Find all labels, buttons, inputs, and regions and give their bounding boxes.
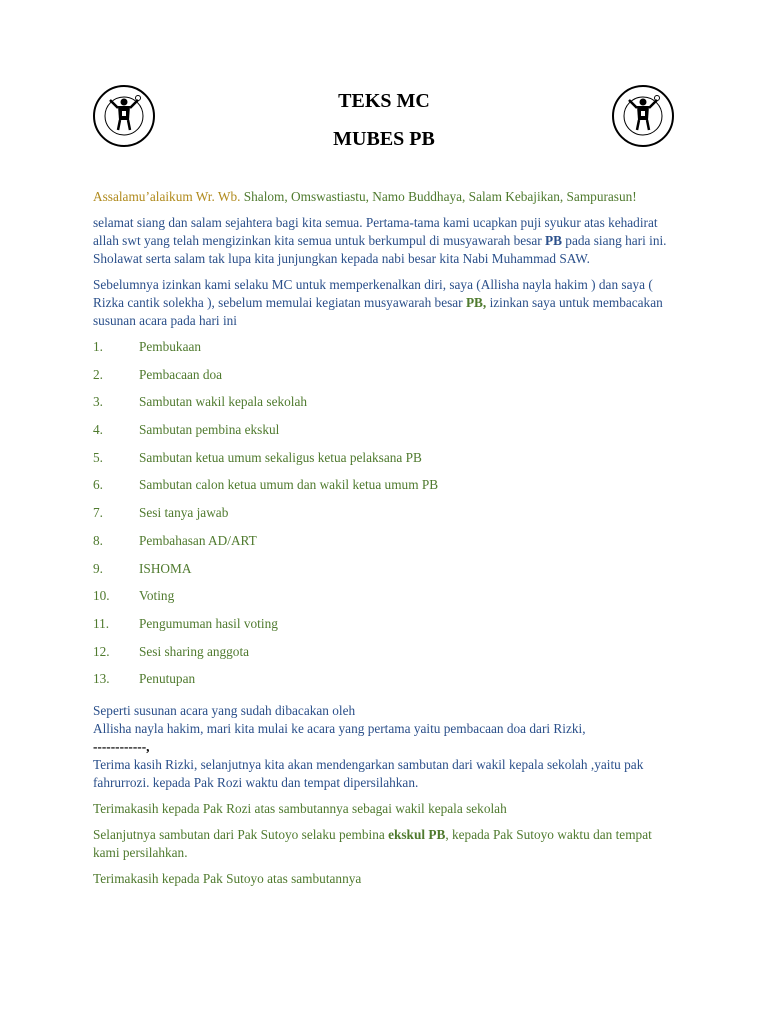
- sutoyo-text-a: Selanjutnya sambutan dari Pak Sutoyo selaku pembina: [93, 826, 389, 842]
- agenda-item-number: 4.: [93, 422, 103, 438]
- doa-placeholder-dashes: ------------,: [93, 738, 150, 754]
- agenda-item-text: Sesi sharing anggota: [139, 643, 250, 659]
- agenda-item-text: Pembahasan AD/ART: [139, 532, 257, 548]
- intro-text-a: Sebelumnya izinkan kami selaku MC untuk memperkenalkan diri, saya (Allisha nayla hakim ) dan saya ( Rizka cantik solekha ), sebelum memulai kegiatan musyawarah besar: [93, 277, 653, 310]
- agenda-item: [93, 421, 678, 449]
- sutoyo-ekskul-pb: ekskul PB: [388, 826, 446, 842]
- transition-paragraph: [93, 702, 678, 792]
- document-subtitle: MUBES PB: [333, 128, 435, 150]
- sutoyo-text-b: , kepada Pak Sutoyo waktu dan tempat kami persilahkan.: [93, 826, 652, 860]
- agenda-item-text: ISHOMA: [139, 560, 192, 576]
- agenda-item-number: 12.: [93, 643, 110, 659]
- agenda-item-number: 7.: [93, 505, 103, 521]
- agenda-item: [93, 532, 678, 560]
- sutoyo-paragraph: [93, 826, 678, 862]
- transition-line-3: Terima kasih Rizki, selanjutnya kita akan mendengarkan sambutan dari wakil kepala sekolah ,yaitu pak fahrurrozi. kepada Pak Rozi waktu dan tempat dipersilahkan.: [93, 756, 644, 790]
- agenda-item-number: 3.: [93, 394, 103, 410]
- agenda-item-number: 10.: [93, 588, 110, 604]
- agenda-item-text: Voting: [139, 588, 175, 604]
- agenda-item: [93, 643, 678, 671]
- opening-text-b: pada siang hari ini. Sholawat serta salam tak lupa kita junjungkan kepada nabi besar kita Nabi Muhammad SAW.: [93, 233, 667, 266]
- agenda-item: [93, 615, 678, 643]
- agenda-item: [93, 393, 678, 421]
- agenda-item-text: Pengumuman hasil voting: [139, 615, 278, 631]
- agenda-item-number: 5.: [93, 449, 103, 465]
- agenda-item-number: 13.: [93, 671, 110, 687]
- agenda-item-number: 8.: [93, 532, 103, 548]
- agenda-item-number: 9.: [93, 560, 103, 576]
- document-body: [93, 188, 678, 896]
- thanks-sutoyo-paragraph: Terimakasih kepada Pak Sutoyo atas sambutannya: [93, 870, 362, 886]
- agenda-item-number: 6.: [93, 477, 103, 493]
- greeting-salam: Assalamu’alaikum Wr. Wb.: [93, 189, 241, 204]
- agenda-item-text: Penutupan: [139, 671, 196, 687]
- agenda-item: [93, 560, 678, 588]
- agenda-item-number: 2.: [93, 366, 103, 382]
- opening-text-a: selamat siang dan salam sejahtera bagi kita semua. Pertama-tama kami ucapkan puji syukur atas kehadirat allah swt yang telah mengizinkan kita semua untuk berkumpul di musyawarah besar: [93, 215, 658, 248]
- agenda-item: [93, 338, 678, 366]
- agenda-item: [93, 587, 678, 615]
- agenda-item: [93, 670, 678, 698]
- intro-text-b: izinkan saya untuk membacakan susunan acara pada hari ini: [93, 295, 663, 328]
- thanks-rozi-paragraph: Terimakasih kepada Pak Rozi atas sambutannya sebagai wakil kepala sekolah: [93, 800, 507, 816]
- agenda-item: [93, 476, 678, 504]
- greeting-rest: Shalom, Omswastiastu, Namo Buddhaya, Salam Kebajikan, Sampurasun!: [240, 189, 637, 204]
- transition-line-1: Seperti susunan acara yang sudah dibacakan oleh: [93, 702, 356, 718]
- agenda-item-number: 11.: [93, 615, 110, 631]
- agenda-item-text: Sambutan calon ketua umum dan wakil ketua umum PB: [139, 477, 439, 493]
- agenda-item-text: Sesi tanya jawab: [139, 505, 229, 521]
- agenda-item-text: Sambutan wakil kepala sekolah: [139, 394, 308, 410]
- intro-paragraph: [93, 276, 678, 330]
- document-title: TEKS MC: [338, 90, 430, 112]
- agenda-item-text: Sambutan ketua umum sekaligus ketua pelaksana PB: [139, 449, 422, 465]
- agenda-item: [93, 366, 678, 394]
- agenda-item: [93, 504, 678, 532]
- intro-pb: PB,: [465, 295, 487, 310]
- agenda-item: [93, 449, 678, 477]
- opening-paragraph: [93, 214, 678, 268]
- agenda-item-text: Sambutan pembina ekskul: [139, 422, 280, 438]
- agenda-item-text: Pembacaan doa: [139, 366, 223, 382]
- opening-pb: PB: [544, 233, 562, 248]
- agenda-item-text: Pembukaan: [139, 339, 202, 354]
- greeting-paragraph: [93, 188, 678, 206]
- agenda-item-number: 1.: [93, 339, 103, 354]
- agenda-list: [93, 338, 678, 698]
- transition-line-2: Allisha nayla hakim, mari kita mulai ke acara yang pertama yaitu pembacaan doa dari Rizki,: [93, 720, 586, 736]
